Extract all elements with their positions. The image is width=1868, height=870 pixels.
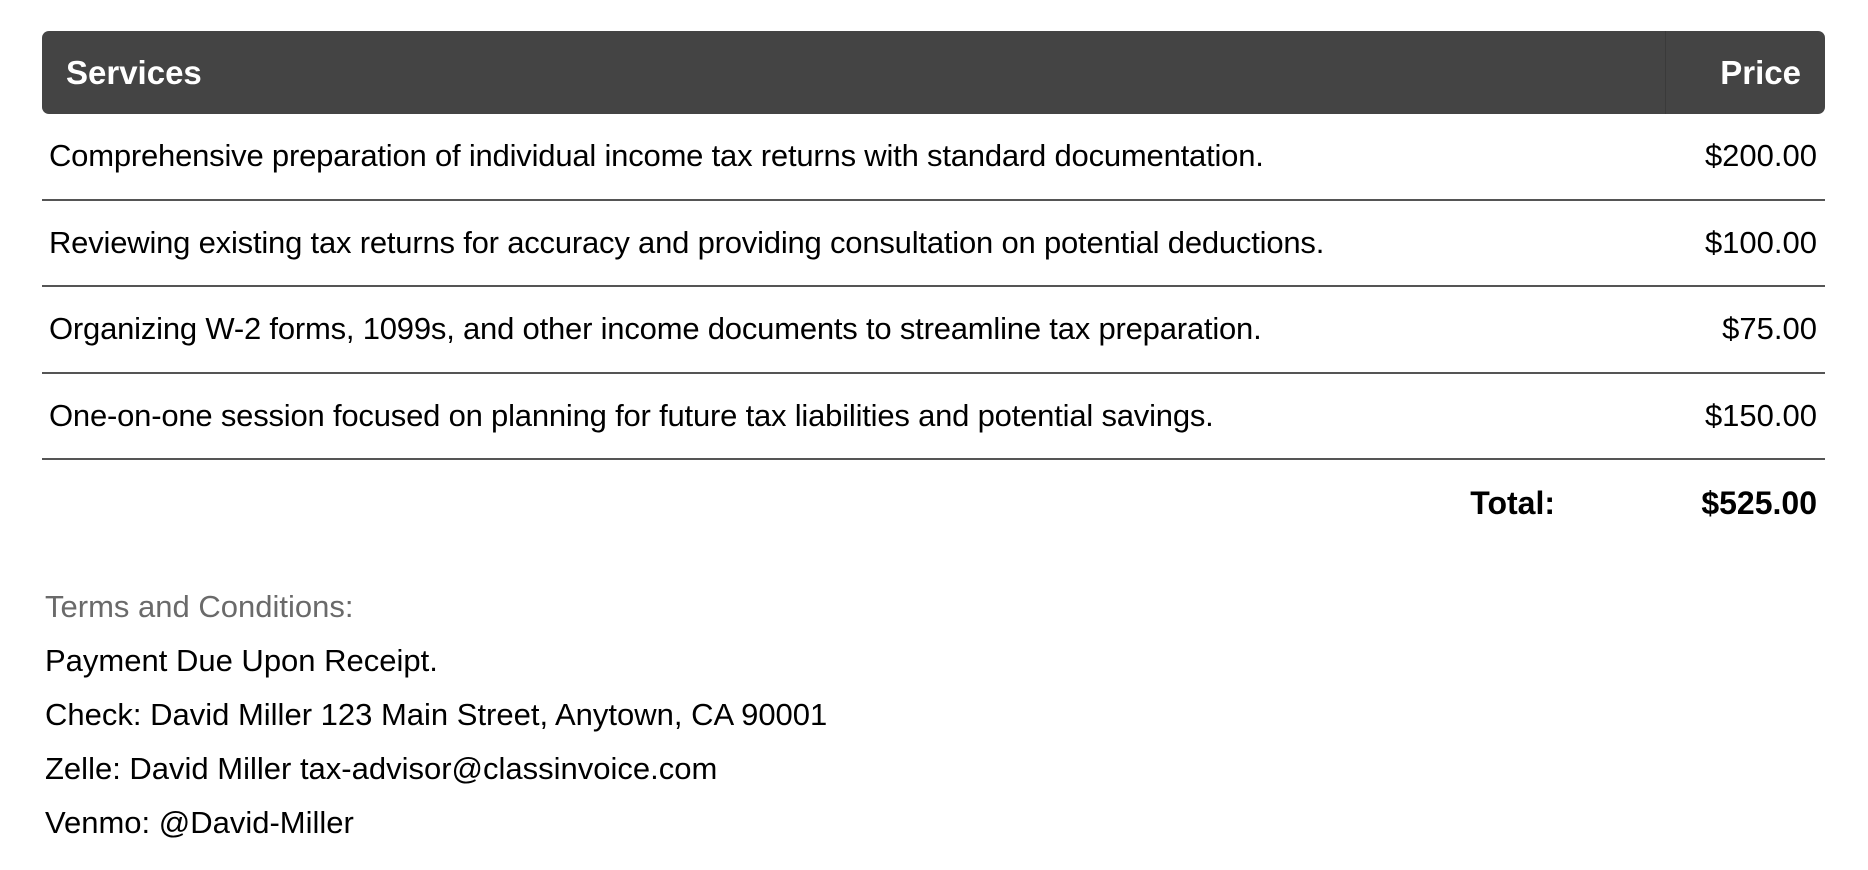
- column-header-price: Price: [1665, 31, 1825, 114]
- total-value: $525.00: [1701, 484, 1817, 521]
- service-description: Organizing W-2 forms, 1099s, and other income documents to streamline tax preparation.: [49, 311, 1262, 347]
- zelle-payment-line: Zelle: David Miller tax-advisor@classinvoice.com: [45, 751, 718, 786]
- service-description: One-on-one session focused on planning for future tax liabilities and potential savings.: [49, 397, 1214, 433]
- venmo-payment-line: Venmo: @David-Miller: [45, 805, 354, 840]
- table-row: [42, 374, 1825, 461]
- check-payment-line: Check: David Miller 123 Main Street, Anytown, CA 90001: [45, 697, 828, 732]
- service-price: $100.00: [1704, 224, 1817, 260]
- total-row: [42, 460, 1825, 546]
- service-description: Comprehensive preparation of individual income tax returns with standard documentation.: [49, 138, 1264, 174]
- service-description: Reviewing existing tax returns for accuracy and providing consultation on potential deductions.: [49, 224, 1325, 260]
- service-price: $200.00: [1704, 138, 1817, 174]
- table-row: [42, 201, 1825, 288]
- terms-section: [45, 580, 827, 850]
- column-header-services: Services: [66, 53, 202, 91]
- table-row: [42, 114, 1825, 201]
- service-price: $150.00: [1704, 397, 1817, 433]
- services-table: [42, 31, 1825, 546]
- total-label: Total:: [1470, 484, 1555, 521]
- payment-due-line: Payment Due Upon Receipt.: [45, 643, 438, 678]
- terms-title: Terms and Conditions:: [45, 589, 354, 624]
- table-header: [42, 31, 1825, 114]
- table-row: [42, 287, 1825, 374]
- service-price: $75.00: [1722, 311, 1817, 347]
